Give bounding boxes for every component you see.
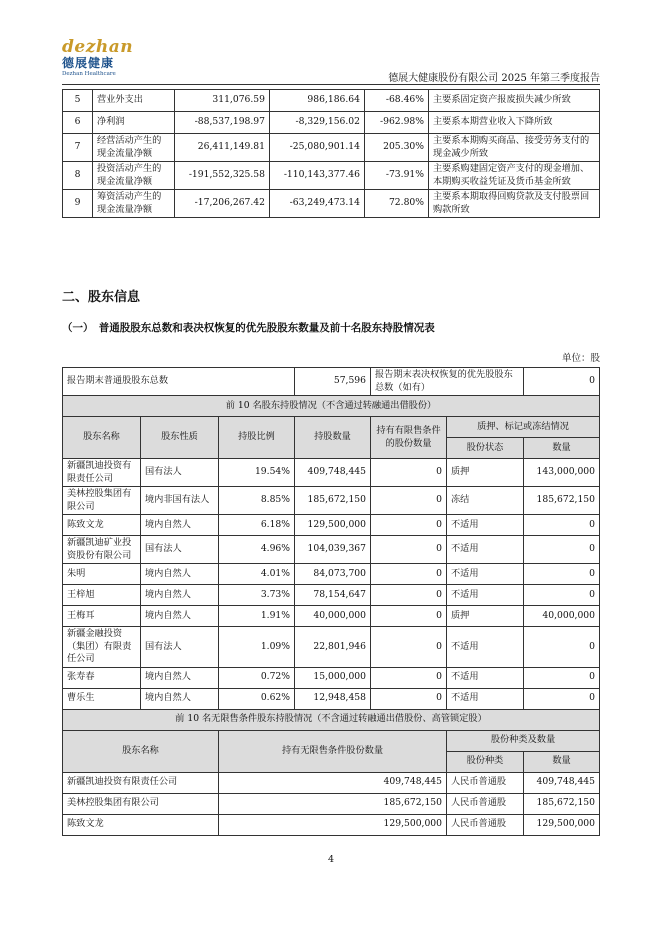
table-row (63, 667, 600, 688)
holder-amount: 0 (524, 536, 600, 564)
holder-restricted: 0 (371, 564, 447, 585)
total-row (63, 368, 600, 396)
col-pledge: 质押、标记或冻结情况 (447, 417, 600, 438)
prior-value: 986,186.64 (270, 90, 365, 112)
current-value: 26,411,149.81 (175, 134, 270, 162)
holder-restricted: 0 (371, 487, 447, 515)
u-col-name: 股东名称 (63, 730, 219, 772)
holder-amount: 0 (524, 667, 600, 688)
change-reason: 主要系购建固定资产支付的现金增加、本期购买收益凭证及货币基金所致 (429, 162, 600, 190)
item-name: 投资活动产生的现金流量净额 (93, 162, 175, 190)
table-row (63, 134, 600, 162)
holder-qty: 84,073,700 (295, 564, 371, 585)
holder-nature: 境内自然人 (141, 515, 219, 536)
holder-name: 曹乐生 (63, 688, 141, 709)
row-number: 7 (63, 134, 93, 162)
holder-name: 张寿春 (63, 667, 141, 688)
row-number: 6 (63, 112, 93, 134)
col-nature: 股东性质 (141, 417, 219, 459)
col-ratio: 持股比例 (219, 417, 295, 459)
logo-cn: 德展健康 (62, 56, 115, 70)
col-qty: 持股数量 (295, 417, 371, 459)
section-subtitle: （一） 普通股股东总数和表决权恢复的优先股股东数量及前十名股东持股情况表 (62, 322, 435, 334)
holder-ratio: 1.91% (219, 606, 295, 627)
table-row (63, 515, 600, 536)
col-status: 股份状态 (447, 438, 524, 459)
table-row (63, 688, 600, 709)
holder-status: 不适用 (447, 688, 524, 709)
change-rate: -68.46% (365, 90, 429, 112)
holder-name: 美林控股集团有限公司 (63, 487, 141, 515)
col-name: 股东名称 (63, 417, 141, 459)
table-row (63, 585, 600, 606)
holder-ratio: 19.54% (219, 459, 295, 487)
page-number: 4 (327, 854, 335, 865)
holder-name: 新疆凯迪矿业投资股份有限公司 (63, 536, 141, 564)
u-holder-qty: 185,672,150 (219, 793, 447, 814)
holder-amount: 0 (524, 585, 600, 606)
prior-value: -8,329,156.02 (270, 112, 365, 134)
u-holder-name: 美林控股集团有限公司 (63, 793, 219, 814)
current-value: -191,552,325.58 (175, 162, 270, 190)
pref-label: 报告期末表决权恢复的优先股股东总数（如有） (371, 368, 524, 396)
row-number: 9 (63, 190, 93, 218)
holder-qty: 185,672,150 (295, 487, 371, 515)
report-title: 德展大健康股份有限公司 2025 年第三季度报告 (388, 73, 600, 84)
u-col-amount: 数量 (524, 751, 600, 772)
u-holder-qty: 129,500,000 (219, 814, 447, 835)
holder-name: 新疆金融投资（集团）有限责任公司 (63, 627, 141, 668)
row-number: 8 (63, 162, 93, 190)
holder-amount: 0 (524, 564, 600, 585)
table-row (63, 90, 600, 112)
holder-amount: 0 (524, 627, 600, 668)
holder-restricted: 0 (371, 688, 447, 709)
u-holder-name: 陈致文龙 (63, 814, 219, 835)
holder-qty: 40,000,000 (295, 606, 371, 627)
holder-status: 不适用 (447, 515, 524, 536)
holder-name: 陈致文龙 (63, 515, 141, 536)
holder-qty: 104,039,367 (295, 536, 371, 564)
item-name: 净利润 (93, 112, 175, 134)
holder-nature: 境内自然人 (141, 667, 219, 688)
current-value: -88,537,198.97 (175, 112, 270, 134)
holder-status: 冻结 (447, 487, 524, 515)
u-share-type: 人民币普通股 (447, 772, 524, 793)
u-holder-name: 新疆凯迪投资有限责任公司 (63, 772, 219, 793)
change-rate: 205.30% (365, 134, 429, 162)
item-name: 营业外支出 (93, 90, 175, 112)
table-row (63, 112, 600, 134)
u-col-qty: 持有无限售条件股份数量 (219, 730, 447, 772)
holder-ratio: 4.96% (219, 536, 295, 564)
holder-amount: 0 (524, 515, 600, 536)
table-row (63, 793, 600, 814)
holder-qty: 409,748,445 (295, 459, 371, 487)
holder-amount: 40,000,000 (524, 606, 600, 627)
u-share-type: 人民币普通股 (447, 793, 524, 814)
holder-status: 不适用 (447, 627, 524, 668)
section-title: 二、股东信息 (62, 290, 141, 305)
change-rate: 72.80% (365, 190, 429, 218)
holder-restricted: 0 (371, 536, 447, 564)
change-reason: 主要系本期取得回购贷款及支付股票回购款所致 (429, 190, 600, 218)
holder-ratio: 3.73% (219, 585, 295, 606)
holder-nature: 境内自然人 (141, 606, 219, 627)
header-divider (62, 84, 600, 85)
change-table (62, 89, 600, 218)
shareholder-table (62, 367, 600, 836)
holder-status: 不适用 (447, 585, 524, 606)
u-share-type: 人民币普通股 (447, 814, 524, 835)
table-row (63, 190, 600, 218)
holder-restricted: 0 (371, 515, 447, 536)
table-row (63, 772, 600, 793)
u-col-type: 股份种类 (447, 751, 524, 772)
change-reason: 主要系本期营业收入下降所致 (429, 112, 600, 134)
holder-restricted: 0 (371, 667, 447, 688)
holder-amount: 185,672,150 (524, 487, 600, 515)
u-col-kind: 股份种类及数量 (447, 730, 600, 751)
holder-status: 不适用 (447, 564, 524, 585)
row-number: 5 (63, 90, 93, 112)
u-share-amount: 185,672,150 (524, 793, 600, 814)
holder-qty: 129,500,000 (295, 515, 371, 536)
holder-nature: 国有法人 (141, 536, 219, 564)
change-reason: 主要系固定资产报废损失减少所致 (429, 90, 600, 112)
holder-status: 质押 (447, 459, 524, 487)
change-rate: -962.98% (365, 112, 429, 134)
holder-restricted: 0 (371, 627, 447, 668)
holder-qty: 12,948,458 (295, 688, 371, 709)
table-row (63, 814, 600, 835)
pref-value: 0 (524, 368, 600, 396)
unit-label: 单位：股 (561, 353, 600, 364)
holder-ratio: 1.09% (219, 627, 295, 668)
holder-restricted: 0 (371, 585, 447, 606)
holder-name: 朱明 (63, 564, 141, 585)
holder-restricted: 0 (371, 459, 447, 487)
table-row (63, 606, 600, 627)
current-value: -17,206,267.42 (175, 190, 270, 218)
u-holder-qty: 409,748,445 (219, 772, 447, 793)
holder-name: 新疆凯迪投资有限责任公司 (63, 459, 141, 487)
table-row (63, 627, 600, 668)
table-row (63, 564, 600, 585)
top10-title: 前 10 名股东持股情况（不含通过转融通出借股份） (63, 396, 600, 417)
holder-status: 不适用 (447, 667, 524, 688)
prior-value: -63,249,473.14 (270, 190, 365, 218)
prior-value: -110,143,377.46 (270, 162, 365, 190)
holder-nature: 境内非国有法人 (141, 487, 219, 515)
holder-name: 王梅耳 (63, 606, 141, 627)
current-value: 311,076.59 (175, 90, 270, 112)
holder-name: 王梓旭 (63, 585, 141, 606)
holder-qty: 15,000,000 (295, 667, 371, 688)
table-row (63, 487, 600, 515)
holder-status: 质押 (447, 606, 524, 627)
holder-nature: 境内自然人 (141, 564, 219, 585)
col-amount: 数量 (524, 438, 600, 459)
table-row (63, 536, 600, 564)
col-restricted: 持有有限售条件的股份数量 (371, 417, 447, 459)
holder-qty: 22,801,946 (295, 627, 371, 668)
holder-qty: 78,154,647 (295, 585, 371, 606)
holder-nature: 境内自然人 (141, 688, 219, 709)
holder-nature: 国有法人 (141, 627, 219, 668)
table-row (63, 162, 600, 190)
item-name: 筹资活动产生的现金流量净额 (93, 190, 175, 218)
holder-ratio: 0.72% (219, 667, 295, 688)
holder-nature: 境内自然人 (141, 585, 219, 606)
holder-status: 不适用 (447, 536, 524, 564)
holder-restricted: 0 (371, 606, 447, 627)
holder-ratio: 4.01% (219, 564, 295, 585)
holder-amount: 0 (524, 688, 600, 709)
logo-brand: dezhan (62, 37, 134, 57)
holder-ratio: 8.85% (219, 487, 295, 515)
table-row (63, 459, 600, 487)
holder-ratio: 0.62% (219, 688, 295, 709)
logo-en: Dezhan Healthcare (62, 71, 116, 77)
total-label: 报告期末普通股股东总数 (63, 368, 295, 396)
change-reason: 主要系本期购买商品、接受劳务支付的现金减少所致 (429, 134, 600, 162)
holder-nature: 国有法人 (141, 459, 219, 487)
u-share-amount: 409,748,445 (524, 772, 600, 793)
company-logo (62, 38, 132, 78)
prior-value: -25,080,901.14 (270, 134, 365, 162)
total-value: 57,596 (295, 368, 371, 396)
change-rate: -73.91% (365, 162, 429, 190)
item-name: 经营活动产生的现金流量净额 (93, 134, 175, 162)
u-share-amount: 129,500,000 (524, 814, 600, 835)
unrestricted-title: 前 10 名无限售条件股东持股情况（不含通过转融通出借股份、高管锁定股） (63, 709, 600, 730)
holder-ratio: 6.18% (219, 515, 295, 536)
holder-amount: 143,000,000 (524, 459, 600, 487)
